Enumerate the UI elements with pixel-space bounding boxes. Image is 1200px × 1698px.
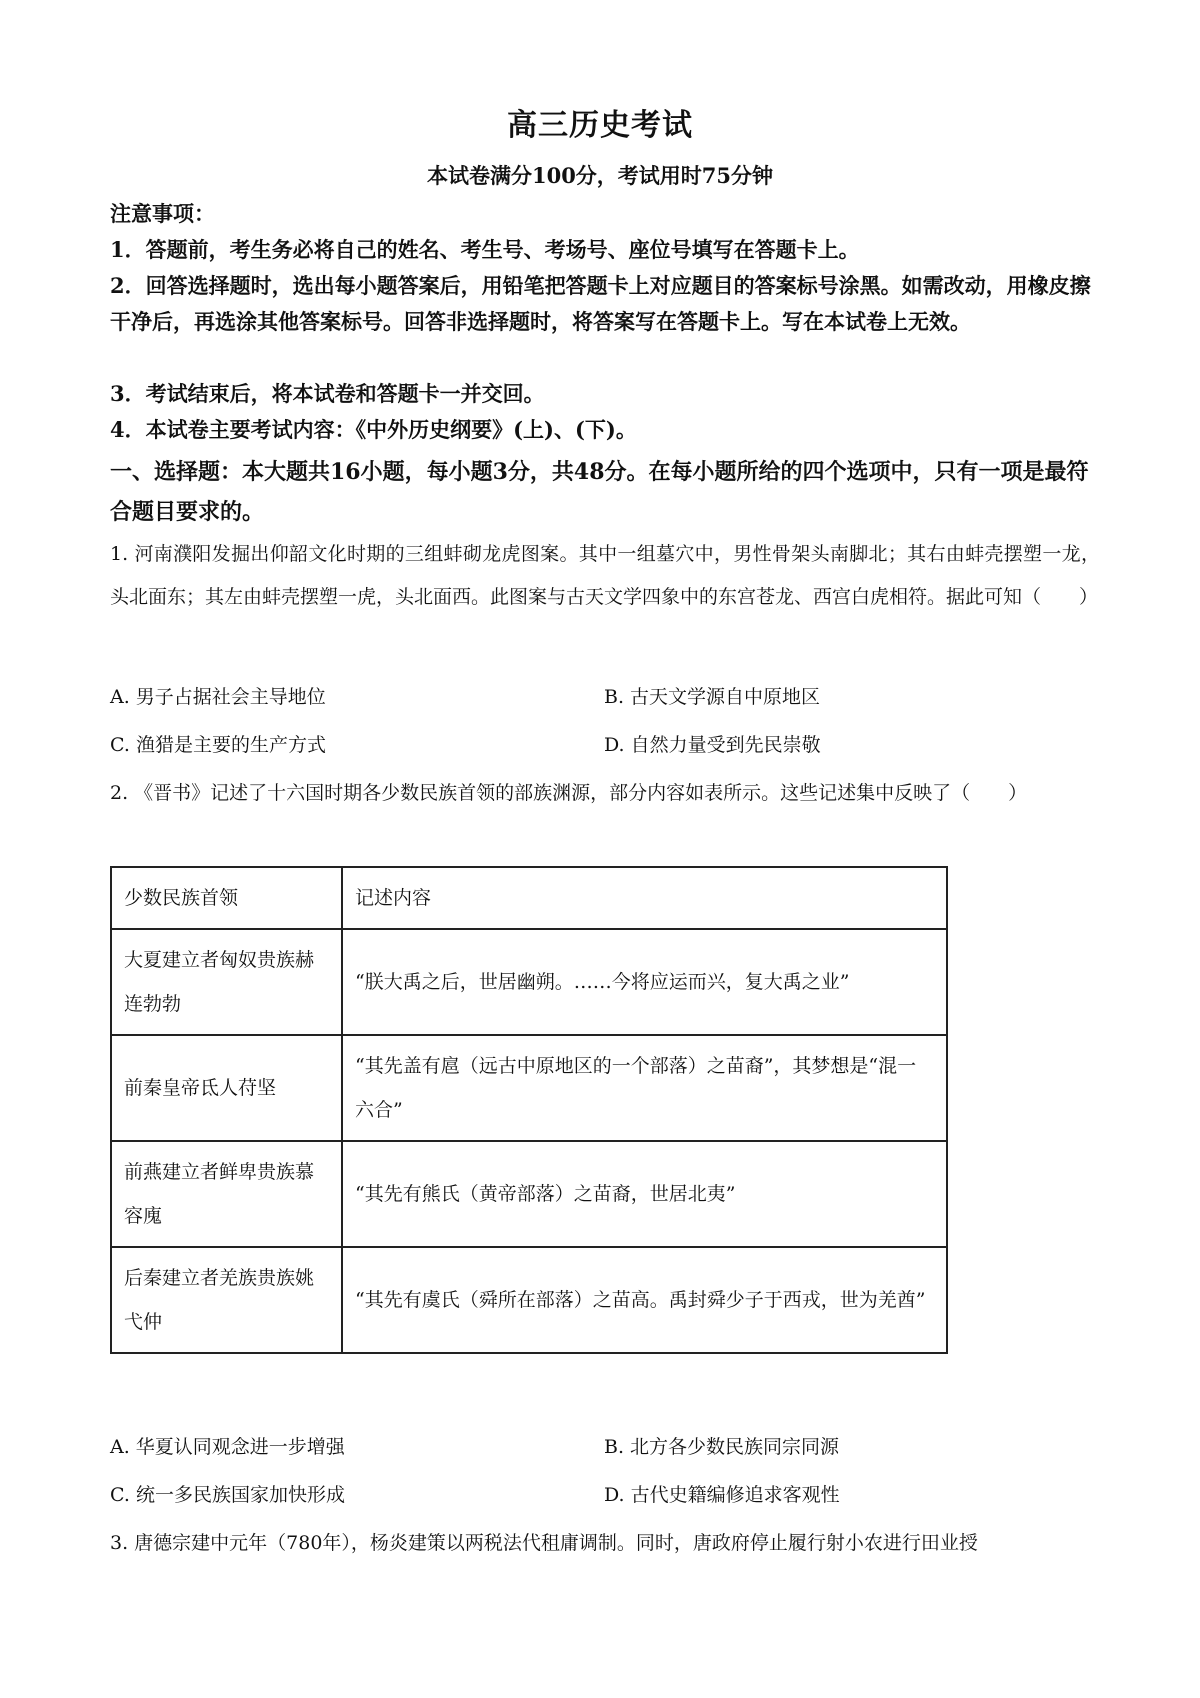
question-3-stem: 3. 唐德宗建中元年（780年），杨炎建策以两税法代租庸调制。同时，唐政府停止履行射小农进行田业授 [110, 1532, 978, 1554]
notice-item-4: 4．本试卷主要考试内容：《中外历史纲要》(上)、(下)。 [110, 417, 637, 442]
question-2-stem: 2. 《晋书》记述了十六国时期各少数民族首领的部族渊源，部分内容如表所示。这些记述集中反映了（ ） [110, 782, 1028, 804]
notice-heading: 注意事项： [110, 201, 215, 226]
question-2-option-b: B. 北方各少数民族同宗同源 [604, 1436, 840, 1458]
notice-item-1: 1．答题前，考生务必将自己的姓名、考生号、考场号、座位号填写在答题卡上。 [110, 237, 860, 262]
section-heading: 一、选择题：本大题共16小题，每小题3分，共48分。在每小题所给的四个选项中，只有一项是最符合题目要求的。 [110, 459, 1089, 525]
question-2-option-c: C. 统一多民族国家加快形成 [110, 1484, 345, 1506]
question-2-table [110, 866, 948, 1354]
table-row [111, 929, 947, 1035]
table-header-row [111, 867, 947, 929]
table-cell-content: “其先有虞氏（舜所在部落）之苗高。禹封舜少子于西戎，世为羌酋” [342, 1247, 947, 1353]
table-cell-leader: 大夏建立者匈奴贵族赫连勃勃 [111, 929, 342, 1035]
notice-item-3: 3．考试结束后，将本试卷和答题卡一并交回。 [110, 381, 545, 406]
question-1-option-b: B. 古天文学源自中原地区 [604, 686, 821, 708]
page-subtitle: 本试卷满分100分，考试用时75分钟 [426, 163, 774, 188]
notice-item-2: 2．回答选择题时，选出每小题答案后，用铅笔把答题卡上对应题目的答案标号涂黑。如需改动，用橡皮擦干净后，再选涂其他答案标号。回答非选择题时，将答案写在答题卡上。写在本试卷上无效。 [110, 273, 1091, 334]
table-row [111, 1035, 947, 1141]
table-row [111, 1141, 947, 1247]
question-1-option-c: C. 渔猎是主要的生产方式 [110, 734, 326, 756]
question-1-option-d: D. 自然力量受到先民崇敬 [604, 734, 821, 756]
question-1-option-a: A. 男子占据社会主导地位 [110, 686, 326, 708]
table-cell-content: “其先有熊氏（黄帝部落）之苗裔，世居北夷” [342, 1141, 947, 1247]
table-header-cell: 少数民族首领 [111, 867, 342, 929]
table-cell-content: “朕大禹之后，世居幽朔。……今将应运而兴，复大禹之业” [342, 929, 947, 1035]
table-header-cell: 记述内容 [342, 867, 947, 929]
page-title: 高三历史考试 [507, 108, 693, 143]
question-2-option-d: D. 古代史籍编修追求客观性 [604, 1484, 840, 1506]
table-row [111, 1247, 947, 1353]
question-2-option-a: A. 华夏认同观念进一步增强 [110, 1436, 345, 1458]
table-cell-leader: 后秦建立者羌族贵族姚弋仲 [111, 1247, 342, 1353]
question-1-stem: 1. 河南濮阳发掘出仰韶文化时期的三组蚌砌龙虎图案。其中一组墓穴中，男性骨架头南脚北；其右由蚌壳摆塑一龙，头北面东；其左由蚌壳摆塑一虎，头北面西。此图案与古天文学四象中的东宫苍龙、西宫白虎相符。据此可知（ ） [110, 543, 1100, 608]
table-cell-leader: 前燕建立者鲜卑贵族慕容廆 [111, 1141, 342, 1247]
table-cell-content: “其先盖有扈（远古中原地区的一个部落）之苗裔”，其梦想是“混一六合” [342, 1035, 947, 1141]
table-cell-leader: 前秦皇帝氐人苻坚 [111, 1035, 342, 1141]
